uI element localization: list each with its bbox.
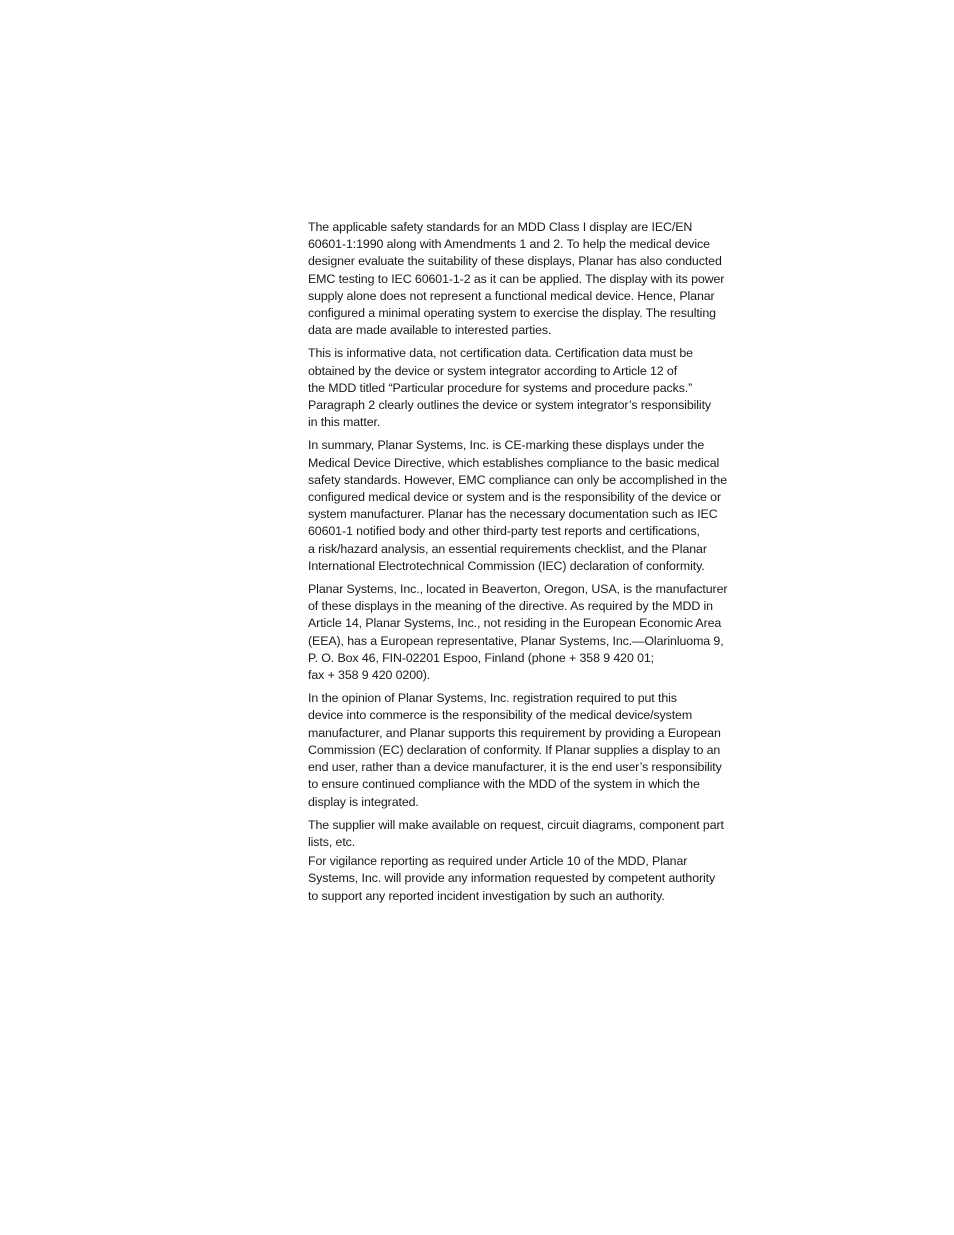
paragraph-vigilance-reporting: For vigilance reporting as required under Article 10 of the MDD, Planar Systems, Inc. will provide any information requested by competent authority to support any reported incident investigation by such an authority. — [308, 854, 716, 903]
paragraph-supplier-request: The supplier will make available on request, circuit diagrams, component part lists, etc. — [308, 817, 724, 849]
body-text-column — [308, 219, 758, 911]
paragraph-informative-data: This is informative data, not certification data. Certification data must be obtained by the device or system integrator according to Article 12 of the MDD titled “Particular procedure for systems and procedure packs.” Paragraph 2 clearly outlines the device or system integrator’s responsibility in this matter. — [308, 346, 712, 430]
paragraph-manufacturer: Planar Systems, Inc., located in Beaverton, Oregon, USA, is the manufacturer of these displays in the meaning of the directive. As required by the MDD in Article 14, Planar Systems, Inc., not residing in the European Economic Area (EEA), has a European representative, Planar Systems, Inc.—Olarinluoma 9, P. O. Box 46, FIN-02201 Espoo, Finland (phone + 358 9 420 01; fax + 358 9 420 0200). — [308, 582, 728, 683]
paragraph-safety-standards: The applicable safety standards for an MDD Class I display are IEC/EN 60601-1:1990 along with Amendments 1 and 2. To help the medical device designer evaluate the suitability of these displays, Planar has also conducted EMC testing to IEC 60601-1-2 as it can be applied. The display with its power supply alone does not represent a functional medical device. Hence, Planar configured a minimal operating system to exercise the display. The resulting data are made available to interested parties. — [308, 220, 725, 338]
paragraph-summary: In summary, Planar Systems, Inc. is CE-marking these displays under the Medical Device Directive, which establishes compliance to the basic medical safety standards. However, EMC compliance can only be accomplished in the configured medical device or system and is the responsibility of the device or system manufacturer. Planar has the necessary documentation such as IEC 60601-1 notified body and other third-party test reports and certifications, a risk/hazard analysis, an essential requirements checklist, and the Planar International Electrotechnical Commission (IEC) declaration of conformity. — [308, 438, 728, 573]
paragraph-registration: In the opinion of Planar Systems, Inc. registration required to put this device into commerce is the responsibility of the medical device/system manufacturer, and Planar supports this requirement by providing a European Commission (EC) declaration of conformity. If Planar supplies a display to an end user, rather than a device manufacturer, it is the end user’s responsibility to ensure continued compliance with the MDD of the system in which the display is integrated. — [308, 691, 722, 809]
